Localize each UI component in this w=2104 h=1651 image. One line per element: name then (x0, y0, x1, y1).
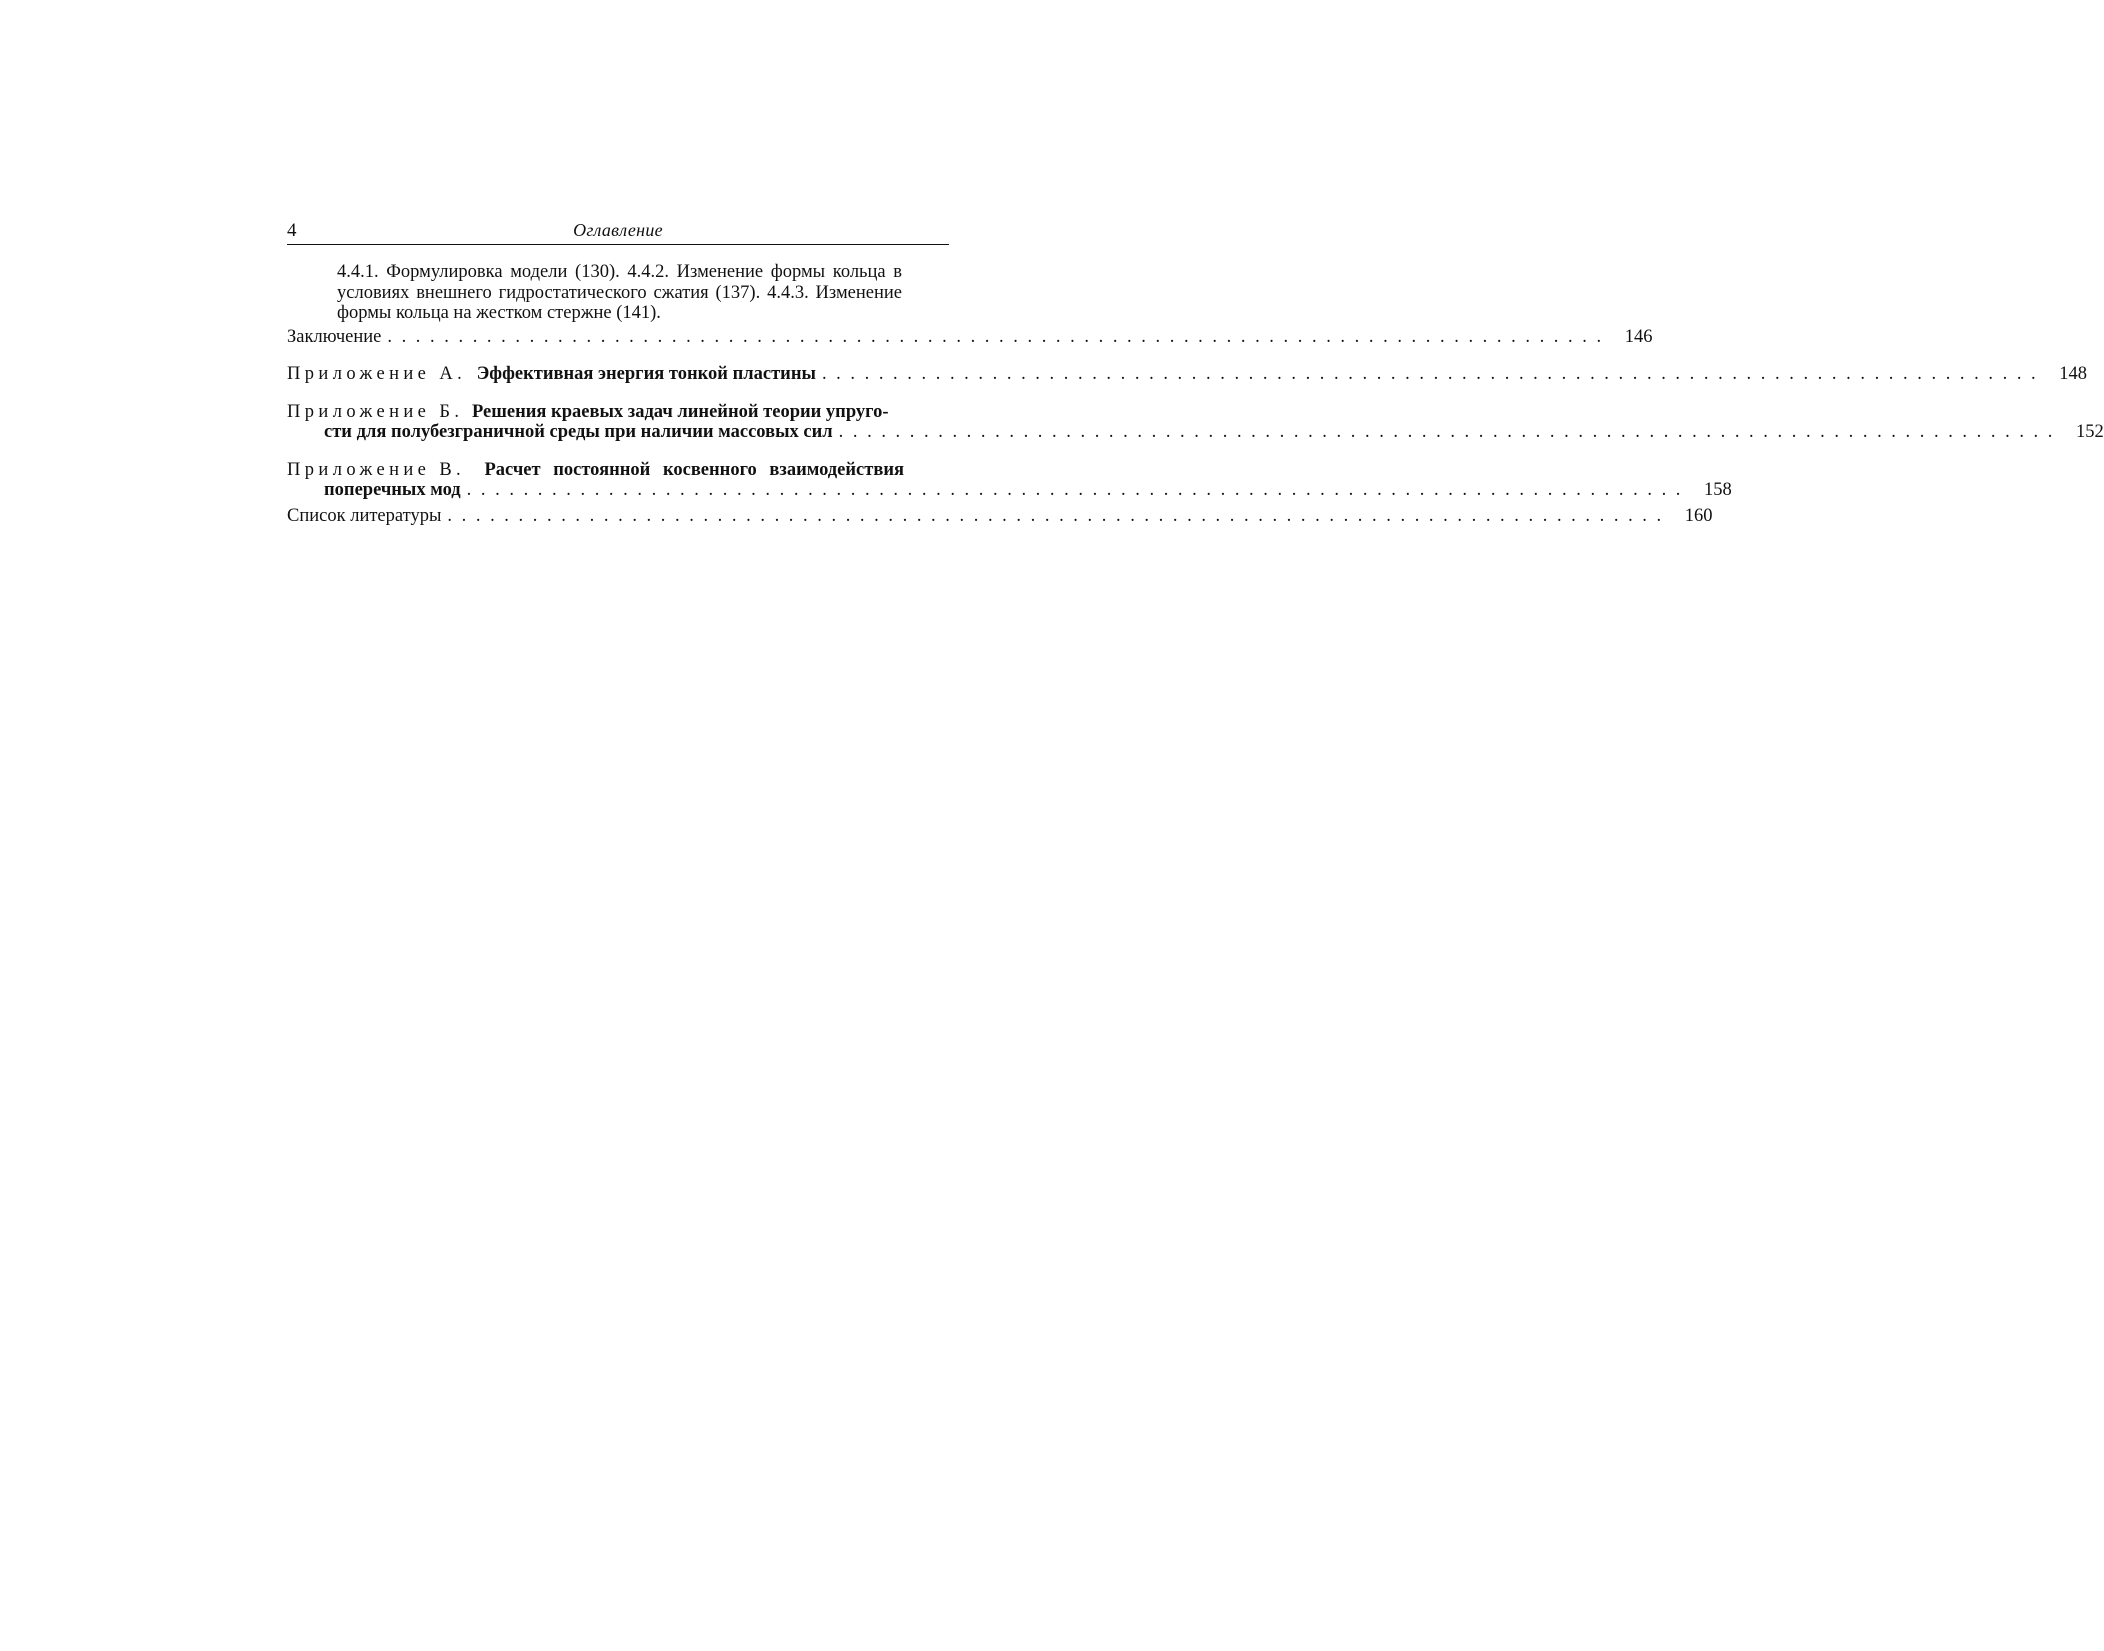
toc-page-number: 152 (2076, 422, 2104, 442)
toc-page-number: 160 (1684, 505, 1713, 526)
leader-dots: ...................................................................................... (466, 480, 1691, 500)
appendix-title-line-1: Расчет постоянной косвенного взаимодействия (484, 459, 904, 480)
table-of-contents (287, 262, 2104, 526)
leader-dots: ...................................................................................... (387, 326, 1611, 347)
leader-dots: ...................................................................................... (838, 422, 2063, 442)
leader-dots: ...................................................................................... (821, 364, 2046, 384)
page-header (287, 218, 949, 245)
appendix-title-line-1: Решения краевых задач линейной теории упруго- (472, 401, 889, 422)
toc-entry-label: Список литературы (287, 505, 442, 526)
leader-dots: ...................................................................................... (447, 505, 1671, 526)
toc-entry-appendix-a[interactable] (287, 364, 2088, 385)
page-number: 4 (287, 220, 297, 241)
toc-page-number: 146 (1624, 326, 1653, 347)
subsection-list: 4.4.1. Формулировка модели (130). 4.4.2. Изменение формы кольца в условиях внешнего гидростатического сжатия (137). 4.4.3. Изменение формы кольца на жестком стержне (141). (337, 262, 902, 323)
appendix-title: Эффективная энергия тонкой пластины (476, 364, 816, 384)
toc-page-number: 148 (2059, 364, 2088, 384)
running-title: Оглавление (573, 220, 663, 240)
appendix-prefix: Приложение В. (287, 459, 466, 480)
toc-page-number: 158 (1704, 480, 1732, 500)
toc-entry-references[interactable] (287, 505, 1713, 527)
appendix-prefix: Приложение А. (287, 364, 467, 384)
toc-entry-label: Заключение (287, 326, 382, 347)
appendix-title-line-2: сти для полубезграничной среды при наличии массовых сил (324, 422, 833, 442)
appendix-prefix: Приложение Б. (287, 401, 464, 422)
toc-entry-appendix-c[interactable] (287, 459, 1732, 501)
toc-entry-conclusion[interactable] (287, 326, 1653, 348)
appendix-title-line-2: поперечных мод (324, 480, 461, 500)
toc-entry-appendix-b[interactable] (287, 401, 2104, 443)
